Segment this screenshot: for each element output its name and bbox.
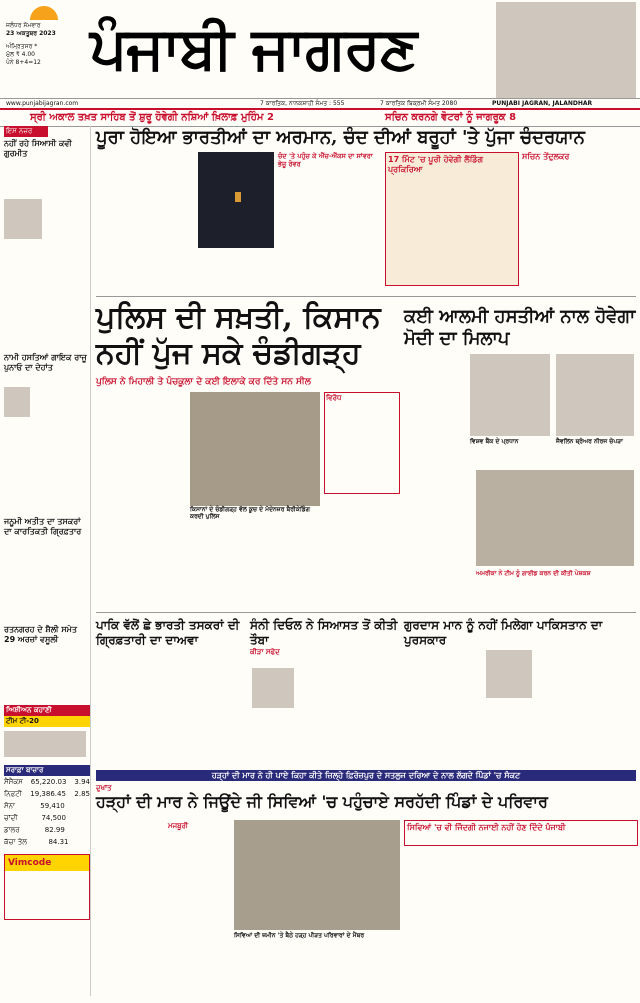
pak-smugglers-headline[interactable]: ਪਾਕਿ ਵੱਲੋਂ ਛੇ ਭਾਰਤੀ ਤਸਕਰਾਂ ਦੀ ਗ੍ਰਿਫ਼ਤਾਰੀ ਦਾ ਦਾਅਵਾ [96,618,240,647]
sport-photo [4,731,86,757]
masthead-date: 23 ਅਕਤੂਬਰ 2023 [6,30,56,37]
sachin-column [522,152,636,284]
sachin-label: ਸਚਿਨ ਤੇਂਦੁਲਕਰ [522,152,570,161]
masthead-info [6,6,84,67]
brief-2-photo [4,387,30,417]
farmers-photo-caption: ਕਿਸਾਨਾਂ ਦੇ ਚੰਡੀਗੜ੍ਹ ਵੱਲ ਕੂਚ ਦੇ ਮੱਦੇਨਜ਼ਰ ਬੈਰੀਕੇਡਿੰਗ ਕਰਦੀ ਪੁਲਿਸ [190,506,310,520]
market-label: ਕੱਚਾ ਤੇਲ [4,838,27,846]
modi-meeting-photo [476,470,634,566]
brand-logo: ਪੰਜਾਬੀ ਜਾਗਰਣ [90,14,417,82]
gurdas-maan-headline[interactable]: ਗੁਰਦਾਸ ਮਾਨ ਨੂੰ ਨਹੀਂ ਮਿਲੇਗਾ ਪਾਕਿਸਤਾਨ ਦਾ ਪੁਰਸਕਾਰ [404,618,603,647]
market-row [4,800,90,812]
market-value: 65,220.03 [30,778,67,786]
meta-left: 7 ਕਾਰਤਿਕ, ਨਾਨਕਸ਼ਾਹੀ ਸੰਮਤ : 555 [260,100,345,107]
publisher: PUNJABI JAGRAN, JALANDHAR [492,100,593,107]
teaser-bar [0,108,640,127]
farmers-box [324,392,400,494]
landing-box [385,152,519,286]
masthead-day: ਜਲੰਧਰ ਸੋਮਵਾਰ [6,22,41,29]
landing-box-title: 17 ਮਿੰਟ 'ਚ ਪੂਰੀ ਹੋਵੇਗੀ ਲੈਂਡਿੰਗ ਪ੍ਰਕਿਰਿਆ [388,155,484,174]
market-label: ਨਿਫ਼ਟੀ [4,790,22,798]
brief-2-headline[interactable]: ਨਾਮੀ ਹਸਤਿਆਂ ਗਾਇਕ ਰਾਜੂ ਪੁਨਾਓ ਦਾ ਦੇਹਾਂਤ [4,353,87,372]
sunny-deol-headline[interactable]: ਸੰਨੀ ਦਿਓਲ ਨੇ ਸਿਆਸਤ ਤੋਂ ਕੀਤੀ ਤੌਬਾ [250,618,398,647]
flood-box-text: ਸਿਵਿਆਂ 'ਚ ਵੀ ਜਿੰਦਗੀ ਨਜਾਈ ਨਹੀਂ ਹੋਣ ਦਿੰਦੇ ਪੰਜਾਬੀ [407,823,566,832]
flood-kicker: ਦੁਖਾਂਤ [96,784,112,792]
pages: ਪੰਨੇ 8+4=12 [6,59,41,66]
flood-label: ਮਜਬੂਰੀ [168,822,188,830]
website-link[interactable]: www.punjabijagran.com [6,100,79,107]
market-value: 19,386.45 [30,790,66,798]
sunny-deol-photo [252,668,294,708]
market-label: ਡਾਲਰ [4,826,20,834]
market-label: ਸੋਨਾ [4,802,16,810]
flood-photo [234,820,400,930]
market-row [4,824,90,836]
market-row [4,836,90,848]
market-change: 3.94 [74,778,90,786]
left-label: ਇਸ ਨਜ਼ਰ [4,126,48,137]
flood-headline[interactable]: ਹੜ੍ਹਾਂ ਦੀ ਮਾਰ ਨੇ ਜਿਊਂਦੇ ਜੀ ਸਿਵਿਆਂ 'ਚ ਪਹੁੰਚਾਏ ਸਰਹੱਦੀ ਪਿੰਡਾਂ ਦੇ ਪਰਿਵਾਰ [96,792,548,811]
flood-photo-caption: ਸਿਵਿਆਂ ਦੀ ਜ਼ਮੀਨ 'ਤੇ ਬੈਠੇ ਹੜ੍ਹ ਪੀੜਤ ਪਰਿਵਾਰਾਂ ਦੇ ਮੈਂਬਰ [234,932,365,939]
teaser-2[interactable]: ਸਚਿਨ ਕਰਨਗੇ ਵੋਟਰਾਂ ਨੂੰ ਜਾਗਰੂਕ 8 [385,112,517,123]
farmers-box-label: ਵਿਰੋਧ [326,394,342,402]
market-label: ਸੈਂਸੈਕਸ [4,778,23,786]
logo-sun-icon [30,6,58,20]
market-row [4,812,90,824]
market-label: ਚਾਂਦੀ [4,814,18,822]
ad-brand: Vimcode [5,855,89,871]
farmers-headline[interactable]: ਪੁਲਿਸ ਦੀ ਸਖ਼ਤੀ, ਕਿਸਾਨ ਨਹੀਂ ਪੁੱਜ ਸਕੇ ਚੰਡੀਗੜ੍ਹ [96,300,381,371]
market-value: 82.99 [44,826,65,834]
top-story-headline[interactable]: ਪੂਰਾ ਹੋਇਆ ਭਾਰਤੀਆਂ ਦਾ ਅਰਮਾਨ, ਚੰਦ ਦੀਆਂ ਬਰੂਹਾਂ 'ਤੇ ਪੁੱਜਾ ਚੰਦਰਯਾਨ [96,127,585,148]
left-column [4,126,91,996]
brief-1-body [4,239,90,349]
top-story-caption: ਚੰਦ 'ਤੇ ਪਹੁੰਚ ਕੇ ਐੱਚ-ਐੱਕਸ ਦਾ ਸਾਂਵਰਾ ਭੇਜੂ ਰੋਵਰ [278,152,373,168]
ad-box[interactable] [4,854,90,920]
modi-photo-2 [556,354,634,436]
gurdas-maan-photo [486,650,532,698]
modi-headline[interactable]: ਕਈ ਆਲਮੀ ਹਸਤੀਆਂ ਨਾਲ ਹੋਵੇਗਾ ਮੋਦੀ ਦਾ ਮਿਲਾਪ [404,306,636,349]
price: ਮੁੱਲ ₹ 4.00 [6,51,35,58]
flood-box [404,820,638,846]
masthead-photo [496,2,636,98]
flood-band: ਹੜ੍ਹਾਂ ਦੀ ਮਾਰ ਨੇ ਹੀ ਪਾਏ ਕਿਹਾ ਕੀਤੇ ਜ਼ਿਲ੍ਹੇ ਫ਼ਿਰੋਜ਼ਪੁਰ ਦੇ ਸਤਲੁਜ ਦਰਿਆ ਦੇ ਨਾਲ ਲੱਗਦੇ ਪਿੰਡਾਂ 'ਚ ਸੰਕਟ [96,770,636,781]
edition: ਅੰਮ੍ਰਿਤਸਰ * [6,43,38,50]
sunny-deol-tag: ਕੀੜਾ ਸਫੇਦ [250,648,280,656]
farmers-subhead: ਪੁਲਿਸ ਨੇ ਮਿਹਾਲੀ ਤੇ ਪੰਚਕੂਲਾ ਦੇ ਕਈ ਇਲਾਕੇ ਕਰ ਦਿੱਤੇ ਸਨ ਸੀਲ [96,377,311,387]
market-title: ਸਰਾਫ਼ਾ ਬਾਜ਼ਾਰ [4,765,90,776]
sport-sub: ਟੀਮ ਟੀ-20 [4,716,90,727]
modi-sub: ਅਮਰੀਕਾ ਨੇ ਟੀਮ ਨੂੰ ਗਾਈਡ ਕਰਨ ਦੀ ਕੀਤੀ ਪੇਸ਼ਕਸ਼ [476,570,591,577]
market-row [4,788,90,800]
market-change: 2.85 [74,790,90,798]
meta-right: 7 ਕਾਰਤਿਕ ਬਿਕ੍ਰਮੀ ਸੰਮਤ 2080 [380,100,458,107]
modi-label-2: ਜੈਵਲਿਨ ਥ੍ਰੋਅਰ ਨੀਰਜ ਚੋਪੜਾ [556,438,623,445]
market-value: 59,410 [40,802,65,810]
sport-tag: ਅਿਸ਼ੀਅਨ ਕਹਾਣੀ [4,705,90,716]
market-table [4,776,90,848]
teaser-1[interactable]: ਸ੍ਰੀ ਅਕਾਲ ਤਖ਼ਤ ਸਾਹਿਬ ਤੋਂ ਸ਼ੁਰੂ ਹੋਵੇਗੀ ਨਸ਼ਿਆਂ ਖ਼ਿਲਾਫ਼ ਮੁਹਿੰਮ 2 [30,112,274,123]
brief-1-headline[interactable]: ਨਹੀਂ ਰਹੇ ਸਿਆਸੀ ਕਵੀ ਗੁਰਮੀਤ [4,139,72,158]
farmers-photo [190,392,320,506]
market-value: 84.31 [48,838,69,846]
brief-1-photo [4,199,42,239]
lander-icon [235,192,241,202]
market-row [4,776,90,788]
modi-photo-1 [470,354,550,436]
brief-4-headline[interactable]: ਰਤਨਗਰਹ ਦੇ ਸ਼ੈਲੀ ਸਮੇਤ 29 ਅਰਜ਼ਾਂ ਵਸੂਲੀ [4,625,78,644]
modi-label-1: ਵਿਸ਼ਵ ਬੈਂਕ ਦੇ ਪ੍ਰਧਾਨ [470,438,519,445]
market-value: 74,500 [41,814,66,822]
brief-3-headline[interactable]: ਜਨੂਮੀ ਅਤੀਤ ਦਾ ਤਸਕਰਾਂ ਦਾ ਕਾਰਤਿਕਤੀ ਗ੍ਰਿਫ਼ਤਾਰ [4,517,82,536]
top-story-body [96,152,196,284]
